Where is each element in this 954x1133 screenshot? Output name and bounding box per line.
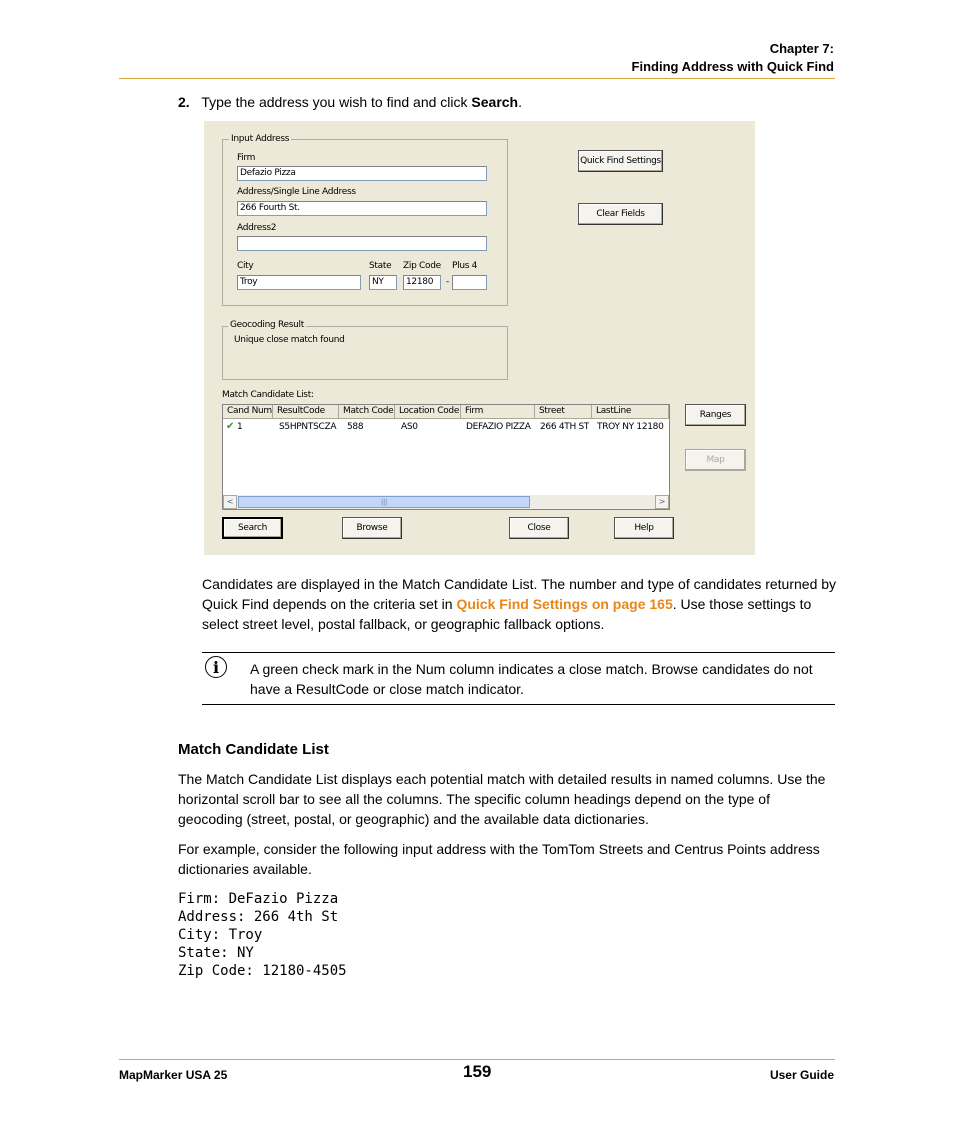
step-bold: Search — [471, 94, 519, 110]
col-result-code[interactable]: ResultCode — [273, 405, 339, 419]
code-line: Firm: DeFazio Pizza — [178, 891, 339, 907]
address2-label: Address2 — [237, 223, 277, 233]
address-label: Address/Single Line Address — [237, 187, 356, 197]
code-line: City: Troy — [178, 927, 263, 943]
step-period: . — [518, 94, 522, 110]
chapter-title: Finding Address with Quick Find — [631, 59, 834, 74]
step-number: 2. — [178, 94, 190, 110]
code-line: Zip Code: 12180-4505 — [178, 963, 347, 979]
clear-fields-button[interactable]: Clear Fields — [578, 203, 663, 225]
zip-dash: - — [446, 277, 449, 287]
cell-firm: DEFAZIO PIZZA — [466, 422, 531, 432]
note-bottom-rule — [202, 704, 835, 705]
state-input[interactable]: NY — [369, 275, 397, 290]
quick-find-dialog — [204, 121, 755, 555]
browse-button[interactable]: Browse — [342, 517, 402, 539]
scroll-thumb[interactable]: ||| — [238, 496, 530, 508]
quick-find-settings-button[interactable]: Quick Find Settings — [578, 150, 663, 172]
col-lastline[interactable]: LastLine — [592, 405, 669, 419]
scroll-left-icon[interactable]: < — [223, 495, 237, 509]
example-paragraph: For example, consider the following input address with the TomTom Streets and Centrus Points address dictionaries available. — [178, 841, 820, 877]
cell-street: 266 4TH ST — [540, 422, 590, 432]
code-line: Address: 266 4th St — [178, 909, 339, 925]
zip-input[interactable]: 12180 — [403, 275, 441, 290]
state-label: State — [369, 261, 392, 271]
section-title: Match Candidate List — [178, 741, 329, 758]
col-cand-num[interactable]: Cand Num — [223, 405, 273, 419]
footer-rule — [119, 1059, 835, 1060]
para1-text-end: . Use those settings to select street level, postal fallback, or geographic fallback options. — [202, 596, 812, 632]
plus4-label: Plus 4 — [452, 261, 478, 271]
search-button[interactable]: Search — [222, 517, 283, 539]
zip-label: Zip Code — [403, 261, 441, 271]
candidates-paragraph — [202, 574, 842, 634]
match-candidate-list-label: Match Candidate List: — [222, 390, 314, 400]
col-match-code[interactable]: Match Code — [339, 405, 395, 419]
close-button[interactable]: Close — [509, 517, 569, 539]
horizontal-scrollbar[interactable] — [223, 495, 669, 509]
address2-input[interactable] — [237, 236, 487, 251]
page-number: 159 — [463, 1062, 492, 1081]
match-list-paragraph: The Match Candidate List displays each potential match with detailed results in named columns. Use the horizontal scroll bar to see all the columns. The specific column headings depend on the type of geocoding (street, postal, or geographic) and the available data dictionaries. — [178, 771, 826, 827]
footer-guide: User Guide — [769, 1068, 834, 1082]
para1-text: Candidates are displayed in the Match Candidate List. The number and type of candidates returned by Quick Find depends on the criteria set in — [202, 576, 837, 612]
input-address-group-label: Input Address — [231, 134, 290, 144]
firm-input[interactable]: Defazio Pizza — [237, 166, 487, 181]
plus4-input[interactable] — [452, 275, 487, 290]
city-input[interactable]: Troy — [237, 275, 361, 290]
header-rule — [119, 78, 835, 79]
step-2 — [178, 94, 522, 110]
help-button[interactable]: Help — [614, 517, 674, 539]
geocoding-result-text: Unique close match found — [234, 335, 345, 345]
city-label: City — [237, 261, 254, 271]
cell-match-code: 588 — [347, 422, 364, 432]
col-firm[interactable]: Firm — [461, 405, 535, 419]
col-street[interactable]: Street — [535, 405, 592, 419]
cell-location-code: AS0 — [401, 422, 418, 432]
quick-find-settings-link[interactable]: Quick Find Settings on page 165 — [456, 596, 673, 612]
note-text: A green check mark in the Num column indicates a close match. Browse candidates do not have a ResultCode or close match indicator. — [250, 661, 813, 697]
green-check-icon: ✔ — [226, 421, 235, 432]
firm-label: Firm — [237, 153, 256, 163]
note-top-rule — [202, 652, 835, 653]
step-text: Type the address you wish to find and click — [201, 94, 472, 110]
ranges-button[interactable]: Ranges — [685, 404, 746, 426]
info-icon: i — [205, 656, 227, 678]
geocoding-result-label: Geocoding Result — [230, 320, 304, 330]
scroll-right-icon[interactable]: > — [655, 495, 669, 509]
code-line: State: NY — [178, 945, 254, 961]
address-input[interactable]: 266 Fourth St. — [237, 201, 487, 216]
footer-product: MapMarker USA 25 — [119, 1068, 228, 1082]
map-button[interactable]: Map — [685, 449, 746, 471]
match-candidate-list[interactable] — [222, 404, 670, 510]
cell-result-code: S5HPNTSCZA — [279, 422, 337, 432]
example-code-block — [178, 890, 347, 980]
cell-cand-num: 1 — [237, 422, 243, 432]
col-location-code[interactable]: Location Code — [395, 405, 461, 419]
list-header — [223, 405, 669, 419]
chapter-label: Chapter 7: — [769, 41, 834, 56]
cell-lastline: TROY NY 12180 — [597, 422, 664, 432]
